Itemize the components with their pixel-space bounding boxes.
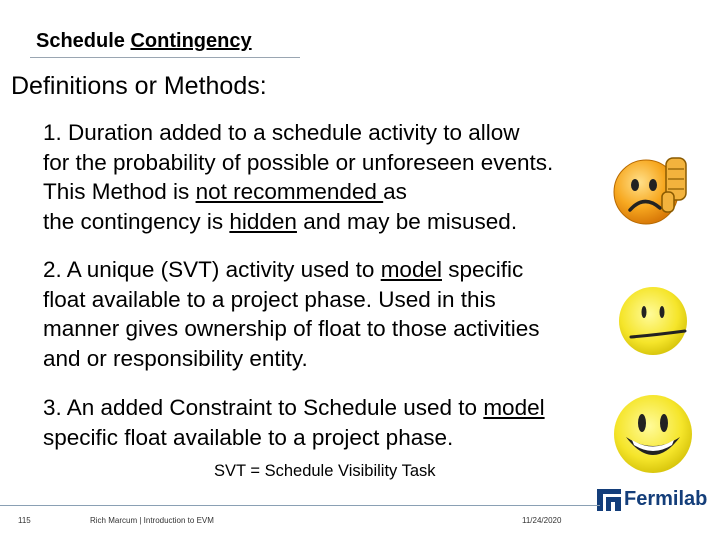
logo-text: Fermilab [624,488,708,510]
title-text-part1: Schedule [36,30,131,52]
fermilab-logo [597,488,707,511]
item2-line2: float available to a project phase. Used in this [43,286,496,312]
definition-item-2 [43,255,540,373]
smiling-face-icon [612,393,694,475]
item1-line3: This Method is not recommended as [43,179,407,204]
item3-line1: 3. An added Constraint to Schedule used to model [43,395,545,420]
item1-line2: for the probability of possible or unforeseen events. [43,149,554,175]
frowning-thumbs-down-face-icon [610,150,692,230]
definition-item-1 [43,118,553,236]
title-divider [30,57,300,58]
definition-item-3 [43,393,545,452]
svt-footnote: SVT = Schedule Visibility Task [214,462,436,480]
slide-title [36,30,252,53]
item2-line3: manner gives ownership of float to those activities [43,316,540,341]
item2-line4: and or responsibility entity. [43,345,308,371]
item2-line1: 2. A unique (SVT) activity used to model specific [43,257,524,282]
item3-line2: specific float available to a project phase. [43,424,454,450]
title-text-part2: Contingency [130,30,252,52]
footer-date: 11/24/2020 [522,516,562,525]
section-heading: Definitions or Methods: [11,72,267,100]
footer-author: Rich Marcum | Introduction to EVM [90,516,214,525]
neutral-face-icon [617,285,689,357]
footer-divider [0,505,600,506]
item1-line4: the contingency is hidden and may be misused. [43,208,518,234]
item1-line1: 1. Duration added to a schedule activity to allow [43,120,520,145]
page-number: 115 [18,516,31,525]
fermilab-mark-icon [597,489,621,511]
